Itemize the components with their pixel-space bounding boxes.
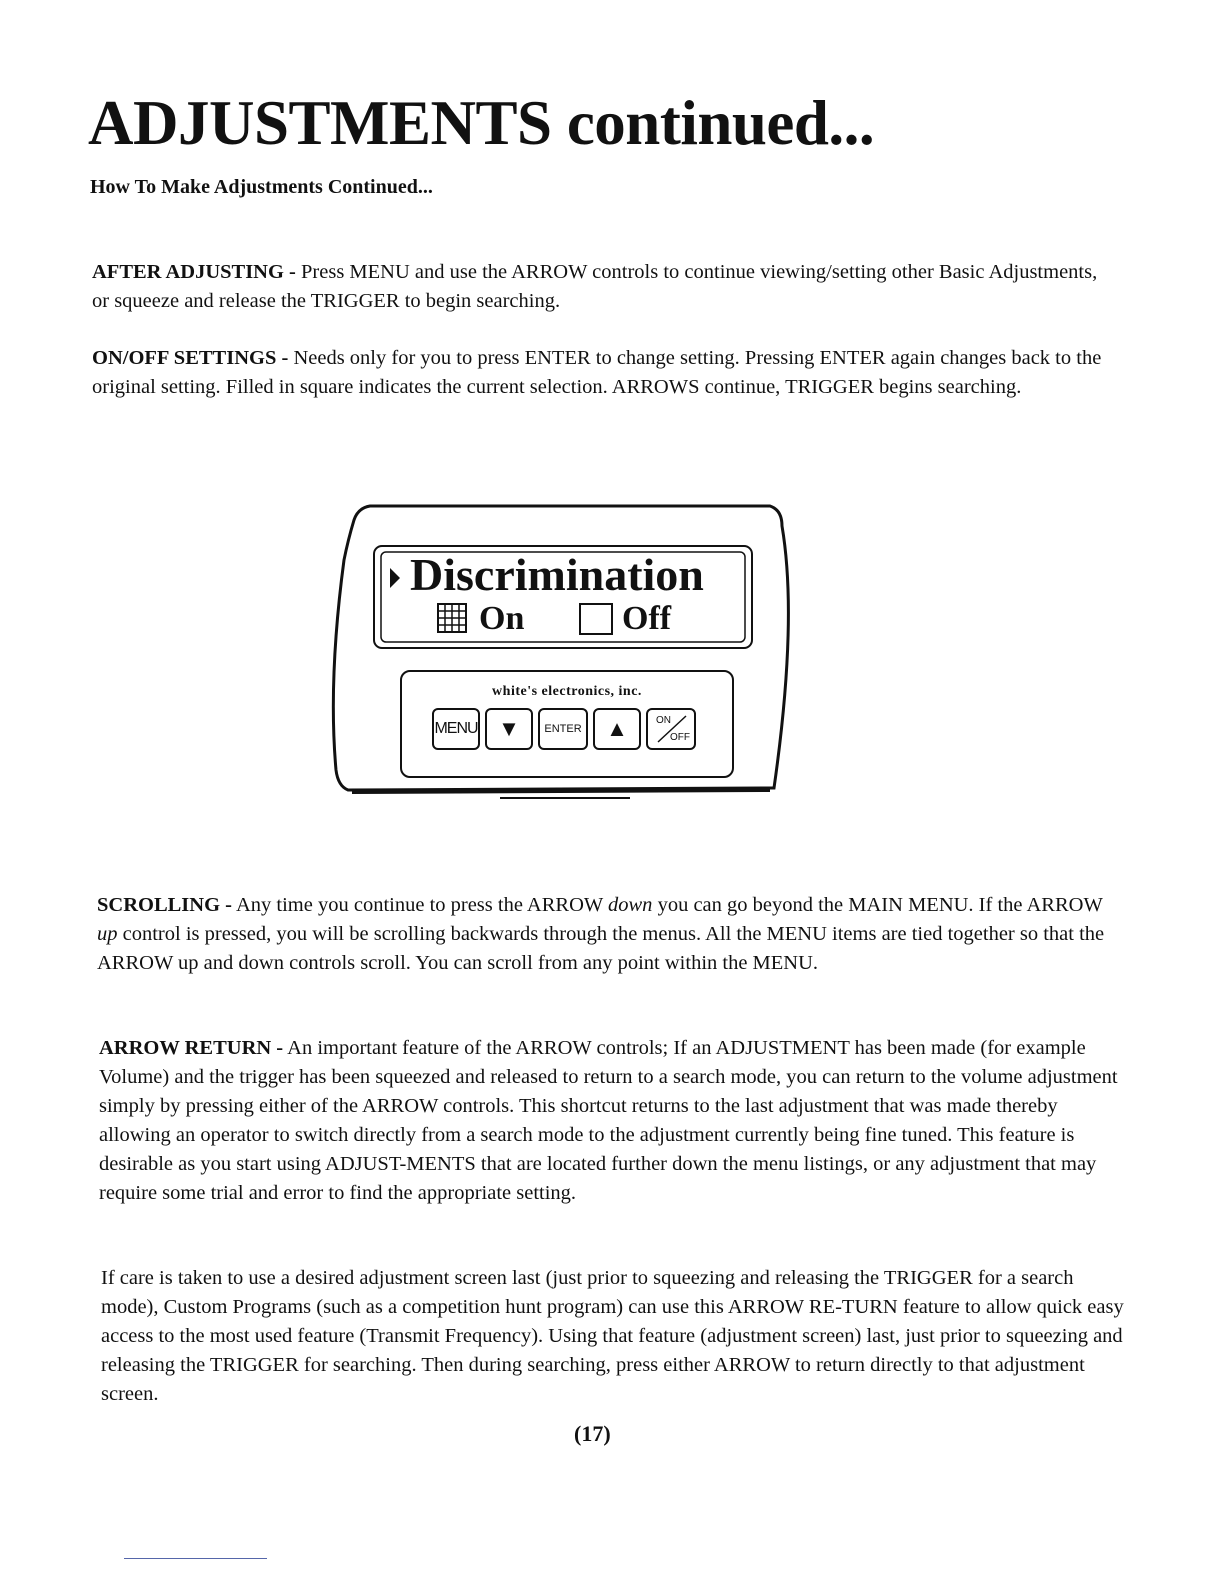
page-number: (17) — [574, 1421, 611, 1446]
arrow-down-button[interactable] — [485, 708, 533, 750]
on-off-settings-heading: ON/OFF SETTINGS - — [92, 347, 289, 369]
footer-divider — [124, 1558, 267, 1559]
lcd-option-off: Off — [622, 600, 672, 637]
power-on-label: ON — [656, 715, 671, 726]
scrolling-emphasis-down: down — [608, 894, 653, 916]
scrolling-heading: SCROLLING - — [97, 894, 232, 916]
arrow-return-paragraph — [99, 1034, 1129, 1208]
control-panel-housing — [330, 500, 804, 805]
after-adjusting-text: Press MENU and use the ARROW controls to continue viewing/setting other Basic Adjustments, or squeeze and release the TRIGGER to begin searching. — [92, 261, 1098, 312]
filled-checkbox-icon — [438, 604, 466, 632]
scrolling-emphasis-up: up — [97, 923, 118, 945]
custom-programs-text: If care is taken to use a desired adjustment screen last (just prior to squeezing and releasing the TRIGGER for a search mode), Custom Programs (such as a competition hunt program) can use this ARROW RE-TURN feature to allow quick easy access to the most used feature (Transmit Frequency). Using that feature (adjustment screen) last, just prior to squeezing and releasing the TRIGGER for searching. Then during searching, press either ARROW to return directly to that adjustment screen. — [101, 1267, 1124, 1405]
arrow-up-icon: ▲ — [606, 716, 628, 741]
arrow-return-heading: ARROW RETURN - — [99, 1037, 284, 1059]
power-off-label: OFF — [670, 732, 690, 743]
page-title: ADJUSTMENTS continued... — [88, 88, 875, 158]
lcd-screen-title: Discrimination — [410, 549, 704, 600]
custom-programs-paragraph — [101, 1264, 1131, 1409]
enter-button[interactable]: ENTER — [538, 708, 588, 750]
menu-button[interactable]: MENU — [432, 708, 480, 750]
on-off-settings-text: Needs only for you to press ENTER to change setting. Pressing ENTER again changes back to the original setting. Filled in square indicates the current selection. ARROWS continue, TRIGGER begins searching. — [92, 347, 1102, 398]
arrow-return-text: An important feature of the ARROW controls; If an ADJUSTMENT has been made (for example Volume) and the trigger has been squeezed and released to return to a search mode, you can return to the volume adjustment simply by pressing either of the ARROW controls. This shortcut returns to the last adjustment that was made thereby allowing an operator to switch directly from a search mode to the adjustment currently being fine tuned. This feature is desirable as you start using ADJUST-MENTS that are located further down the menu listings, or any adjustment that may require some trial and error to find the appropriate setting. — [99, 1037, 1118, 1204]
on-off-settings-paragraph — [92, 344, 1122, 402]
power-toggle-button[interactable] — [646, 708, 696, 750]
after-adjusting-paragraph — [92, 258, 1112, 316]
lcd-option-on: On — [479, 600, 525, 637]
after-adjusting-heading: AFTER ADJUSTING - — [92, 261, 296, 283]
brand-label: white's electronics, inc. — [492, 684, 642, 699]
scrolling-text-2: you can go beyond the MAIN MENU. If the ARROW — [657, 894, 1103, 916]
scrolling-text-1: Any time you continue to press the ARROW — [235, 894, 603, 916]
empty-checkbox-icon — [580, 604, 612, 634]
selection-pointer-icon — [390, 568, 400, 588]
arrow-down-icon: ▼ — [498, 716, 520, 741]
scrolling-paragraph — [97, 891, 1127, 978]
scrolling-text-3: control is pressed, you will be scrolling backwards through the menus. All the MENU items are tied together so that the ARROW up and down controls scroll. You can scroll from any point within the MENU. — [97, 923, 1105, 974]
control-panel-illustration — [330, 500, 804, 805]
section-subtitle: How To Make Adjustments Continued... — [90, 176, 433, 198]
arrow-up-button[interactable] — [593, 708, 641, 750]
